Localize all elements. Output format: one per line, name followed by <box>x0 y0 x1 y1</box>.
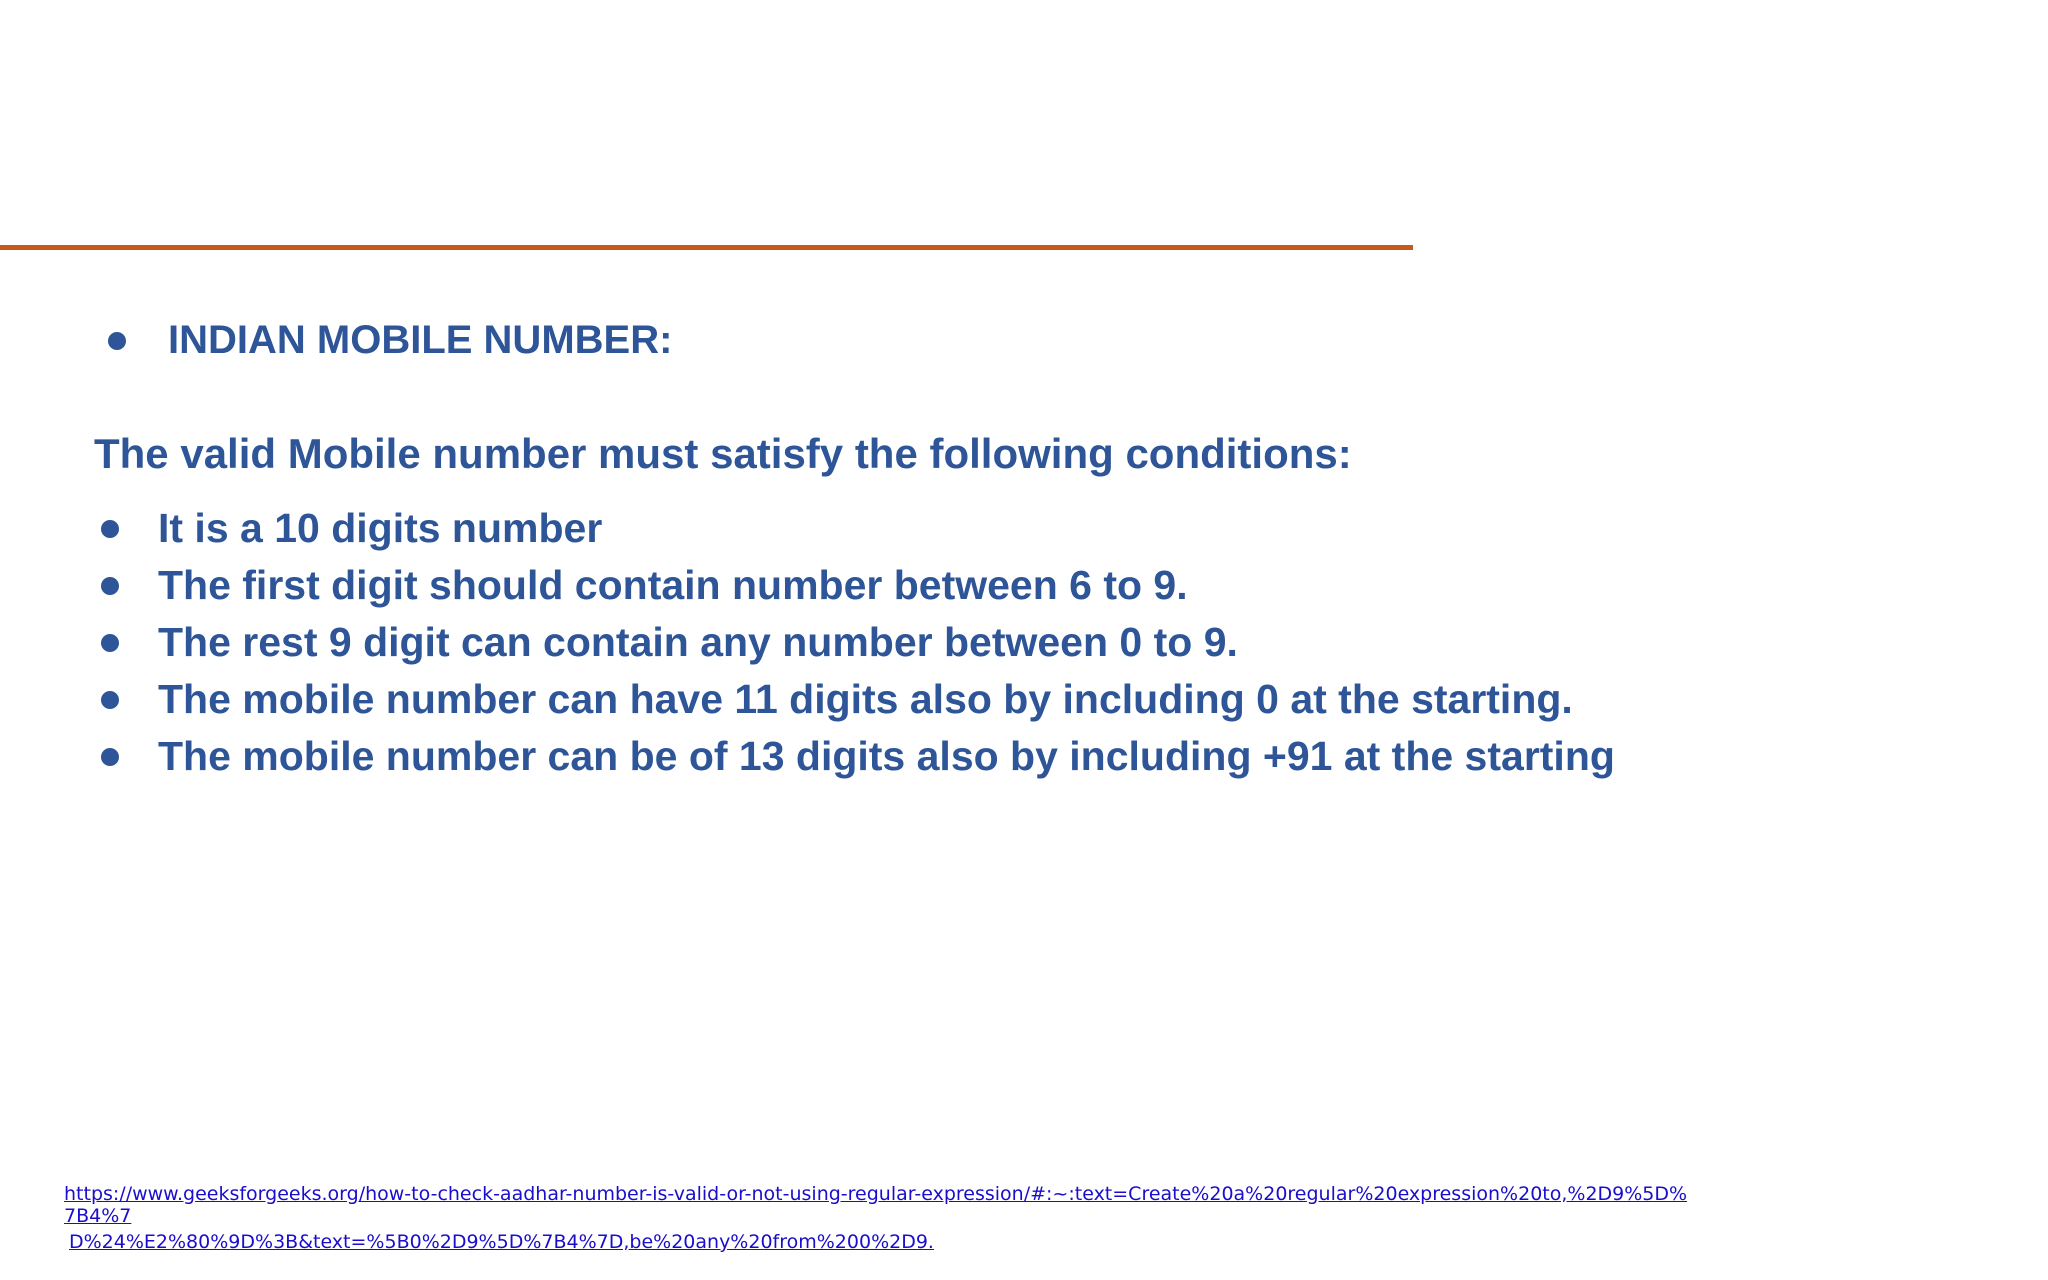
list-item <box>101 671 1615 728</box>
condition-text: The first digit should contain number between 6 to 9. <box>158 562 1188 608</box>
condition-text: The mobile number can have 11 digits also by including 0 at the starting. <box>158 676 1573 722</box>
conditions-intro: The valid Mobile number must satisfy the following conditions: <box>94 430 1352 477</box>
bullet-icon <box>101 691 119 709</box>
condition-text: It is a 10 digits number <box>158 505 603 551</box>
bullet-icon <box>101 520 119 538</box>
list-item <box>101 500 1615 557</box>
condition-text: The rest 9 digit can contain any number between 0 to 9. <box>158 619 1238 665</box>
list-item <box>101 728 1615 785</box>
source-link-line[interactable]: https://www.geeksforgeeks.org/how-to-check-aadhar-number-is-valid-or-not-using-regular-expression/#:~:text=Create%20a%20regular%20expression%20to,%2D9%5D% <box>64 1183 1688 1205</box>
slide-heading: INDIAN MOBILE NUMBER: <box>168 318 673 362</box>
heading-item <box>108 318 672 363</box>
list-item <box>101 557 1615 614</box>
bullet-icon <box>101 634 119 652</box>
bullet-icon <box>108 332 126 350</box>
condition-text: The mobile number can be of 13 digits also by including +91 at the starting <box>158 733 1615 779</box>
source-link[interactable] <box>64 1183 1688 1253</box>
title-divider-line <box>0 245 1413 250</box>
list-item <box>101 614 1615 671</box>
source-link-line[interactable]: D%24%E2%80%9D%3B&text=%5B0%2D9%5D%7B4%7D,be%20any%20from%200%2D9. <box>69 1231 934 1253</box>
bullet-icon <box>101 577 119 595</box>
conditions-list <box>101 500 1615 785</box>
source-link-line[interactable]: 7B4%7 <box>64 1205 132 1227</box>
bullet-icon <box>101 748 119 766</box>
